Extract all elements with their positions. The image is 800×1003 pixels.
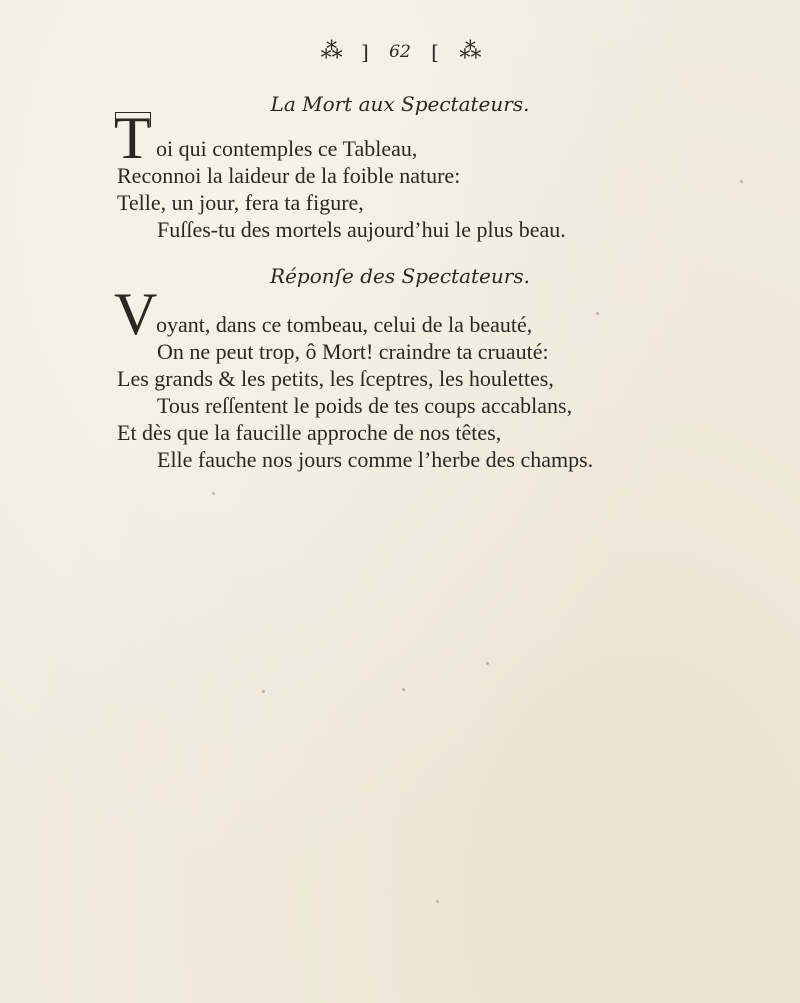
paper-speck (486, 662, 489, 665)
poem1-line-1: oi qui contemples ce Tableau, (156, 136, 418, 161)
poem2-line-4: Tous reſſentent le poids de tes coups accablans, (157, 393, 573, 418)
bracket-right: [ (431, 39, 439, 64)
poem2-line-5: Et dès que la faucille approche de nos têtes, (117, 420, 502, 445)
poem1-dropcap: T (114, 105, 151, 171)
poem2-line-2: On ne peut trop, ô Mort! craindre ta cruauté: (157, 339, 549, 364)
paper-speck (596, 312, 599, 315)
paper-speck (436, 900, 439, 903)
poem2-dropcap: V (114, 281, 158, 347)
page-number: 62 (389, 41, 411, 62)
ornament-right-icon: ⁂ (459, 38, 480, 64)
poem1-line-4: Fuſſes-tu des mortels aujourd’hui le plus beau. (157, 217, 566, 242)
ornament-left-icon: ⁂ (320, 38, 341, 64)
paper-speck (402, 688, 405, 691)
poem1-line-2: Reconnoi la laideur de la foible nature: (117, 163, 461, 188)
paper-speck (740, 180, 743, 183)
poem2-line-3: Les grands & les petits, les ſceptres, les houlettes, (117, 366, 554, 391)
paper-speck (212, 492, 215, 495)
poem2-line-6: Elle fauche nos jours comme l’herbe des champs. (157, 447, 594, 472)
page-header (0, 38, 800, 64)
paper-speck (262, 690, 265, 693)
poem2-line-1: oyant, dans ce tombeau, celui de la beauté, (156, 312, 533, 337)
poem1-line-3: Telle, un jour, fera ta figure, (117, 190, 364, 215)
bracket-left: ] (361, 39, 369, 64)
poem2-title: Réponſe des Spectateurs. (270, 264, 530, 288)
poem1-title: La Mort aux Spectateurs. (270, 92, 530, 116)
